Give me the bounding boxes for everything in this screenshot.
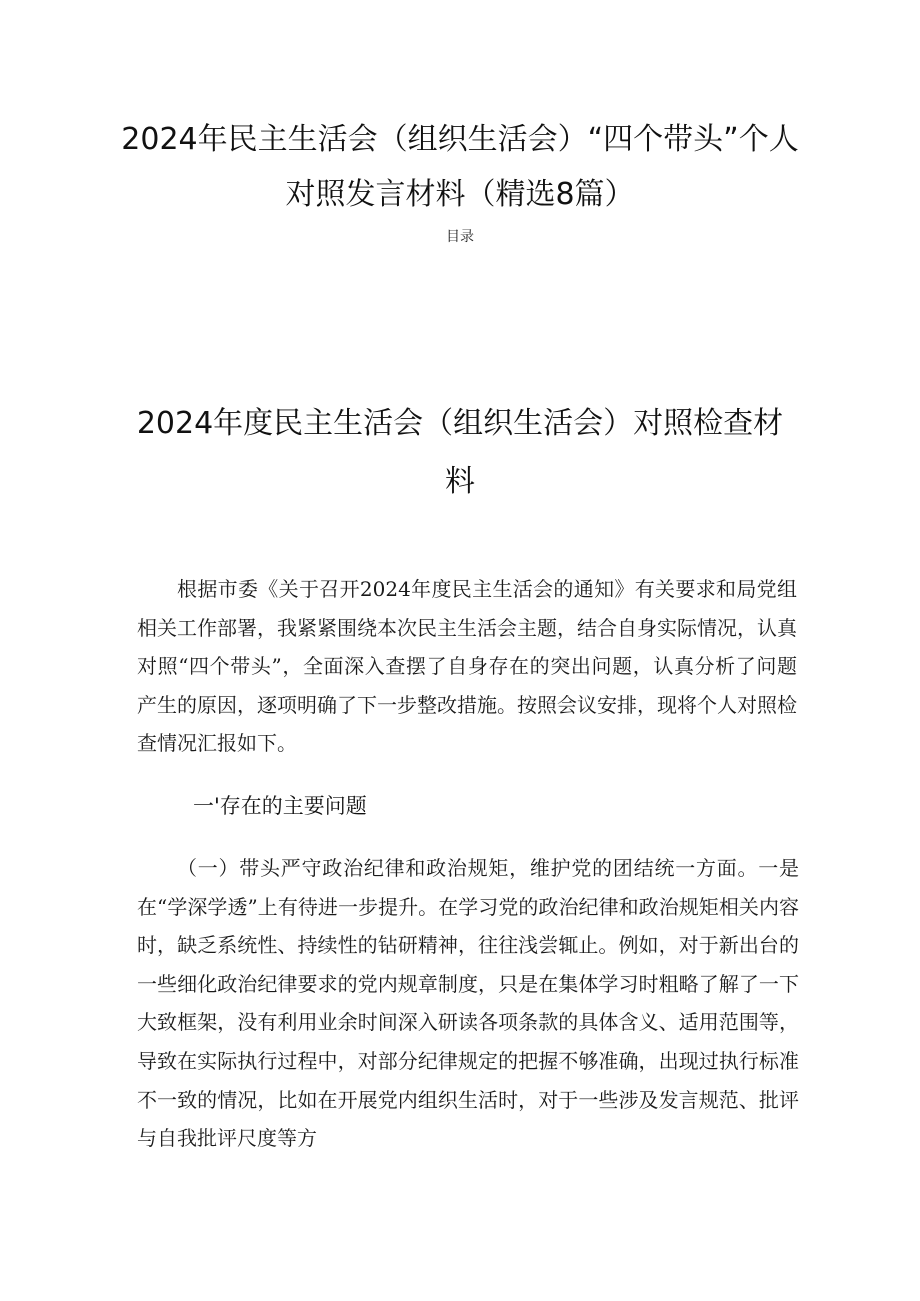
intro-paragraph: 根据市委《关于召开2024年度民主生活会的通知》有关要求和局党组相关工作部署，我紧紧围绕本次民主生活会主题，结合自身实际情况，认真对照“四个带头”，全面深入查摆了自身存在的突出问题，认真分析了问题产生的原因，逐项明确了下一步整改措施。按照会议安排，现将个人对照检查情况汇报如下。 (137, 577, 797, 755)
document-title: 2024年民主生活会（组织生活会）“四个带头”个人对照发言材料（精选8篇） (121, 122, 799, 212)
toc-label: 目录 (446, 229, 474, 245)
body-paragraph: （一）带头严守政治纪律和政治规矩，维护党的团结统一方面。一是在“学深学透”上有待进一步提升。在学习党的政治纪律和政治规矩相关内容时，缺乏系统性、持续性的钻研精神，往往浅尝辄止。例如，对于新出台的一些细化政治纪律要求的党内规章制度，只是在集体学习时粗略了解了一下大致框架，没有利用业余时间深入研读各项条款的具体含义、适用范围等，导致在实际执行过程中，对部分纪律规定的把握不够准确，出现过执行标准不一致的情况，比如在开展党内组织生活时，对于一些涉及发言规范、批评与自我批评尺度等方 (137, 856, 799, 1151)
section-title: 2024年度民主生活会（组织生活会）对照检查材料 (136, 406, 784, 499)
heading-main-problems: 一'存在的主要问题 (193, 794, 367, 818)
